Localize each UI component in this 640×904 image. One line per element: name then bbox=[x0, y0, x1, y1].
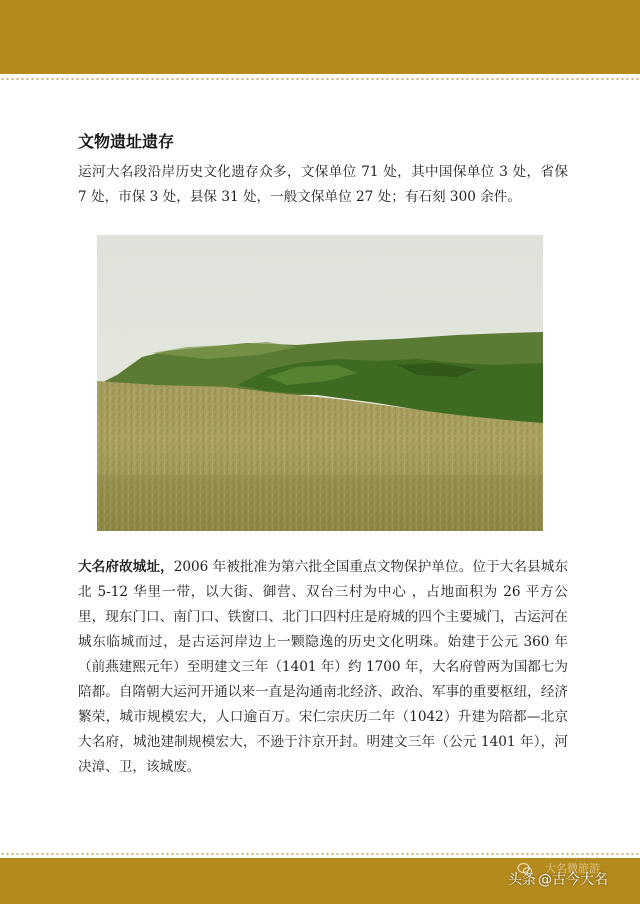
watermark bbox=[508, 869, 608, 889]
intro-paragraph: 运河大名段沿岸历史文化遗存众多，文保单位 71 处，其中国保单位 3 处，省保 7 处，市保 3 处，县保 31 处，一般文保单位 27 处；有石刻 300 余件。 bbox=[78, 164, 568, 205]
watermark-account: @古今大名 bbox=[538, 872, 608, 888]
top-gold-band bbox=[0, 0, 640, 74]
site-name: 大名府故城址， bbox=[78, 559, 174, 575]
wheat-field-photo bbox=[97, 235, 543, 531]
top-dotted-divider bbox=[0, 77, 640, 81]
watermark-platform: 头条 bbox=[508, 872, 536, 888]
site-description: 2006 年被批准为第六批全国重点文物保护单位。位于大名县城东北 5-12 华里一带，以大街、御营、双台三村为中心 ，占地面积为 26 平方公里，现东门口、南门口、铁窗口、北门口四村庄是府城的四个主要城门，古运河在城东临城而过，是古运河岸边上一颗隐逸的历史文化明珠。始建于公元 360 年（前燕建熙元年）至明建文三年（1401 年）约 1700 年，大名府曾两为国都七为陪都。自隋朝大运河开通以来一直是沟通南北经济、政治、军事的重要枢纽，经济繁荣，城市规模宏大，人口逾百万。宋仁宗庆历二年（1042）升建为陪都—北京大名府，城池建制规模宏大，不逊于汴京开封。明建文三年（公元 1401 年），河决漳、卫，该城废。 bbox=[78, 559, 568, 775]
watermark-ghost-text: 大名微旅游 bbox=[545, 862, 600, 875]
section-heading: 文物遗址遗存 bbox=[78, 132, 175, 151]
site-description-paragraph bbox=[78, 555, 568, 780]
bottom-dotted-divider bbox=[0, 852, 640, 856]
